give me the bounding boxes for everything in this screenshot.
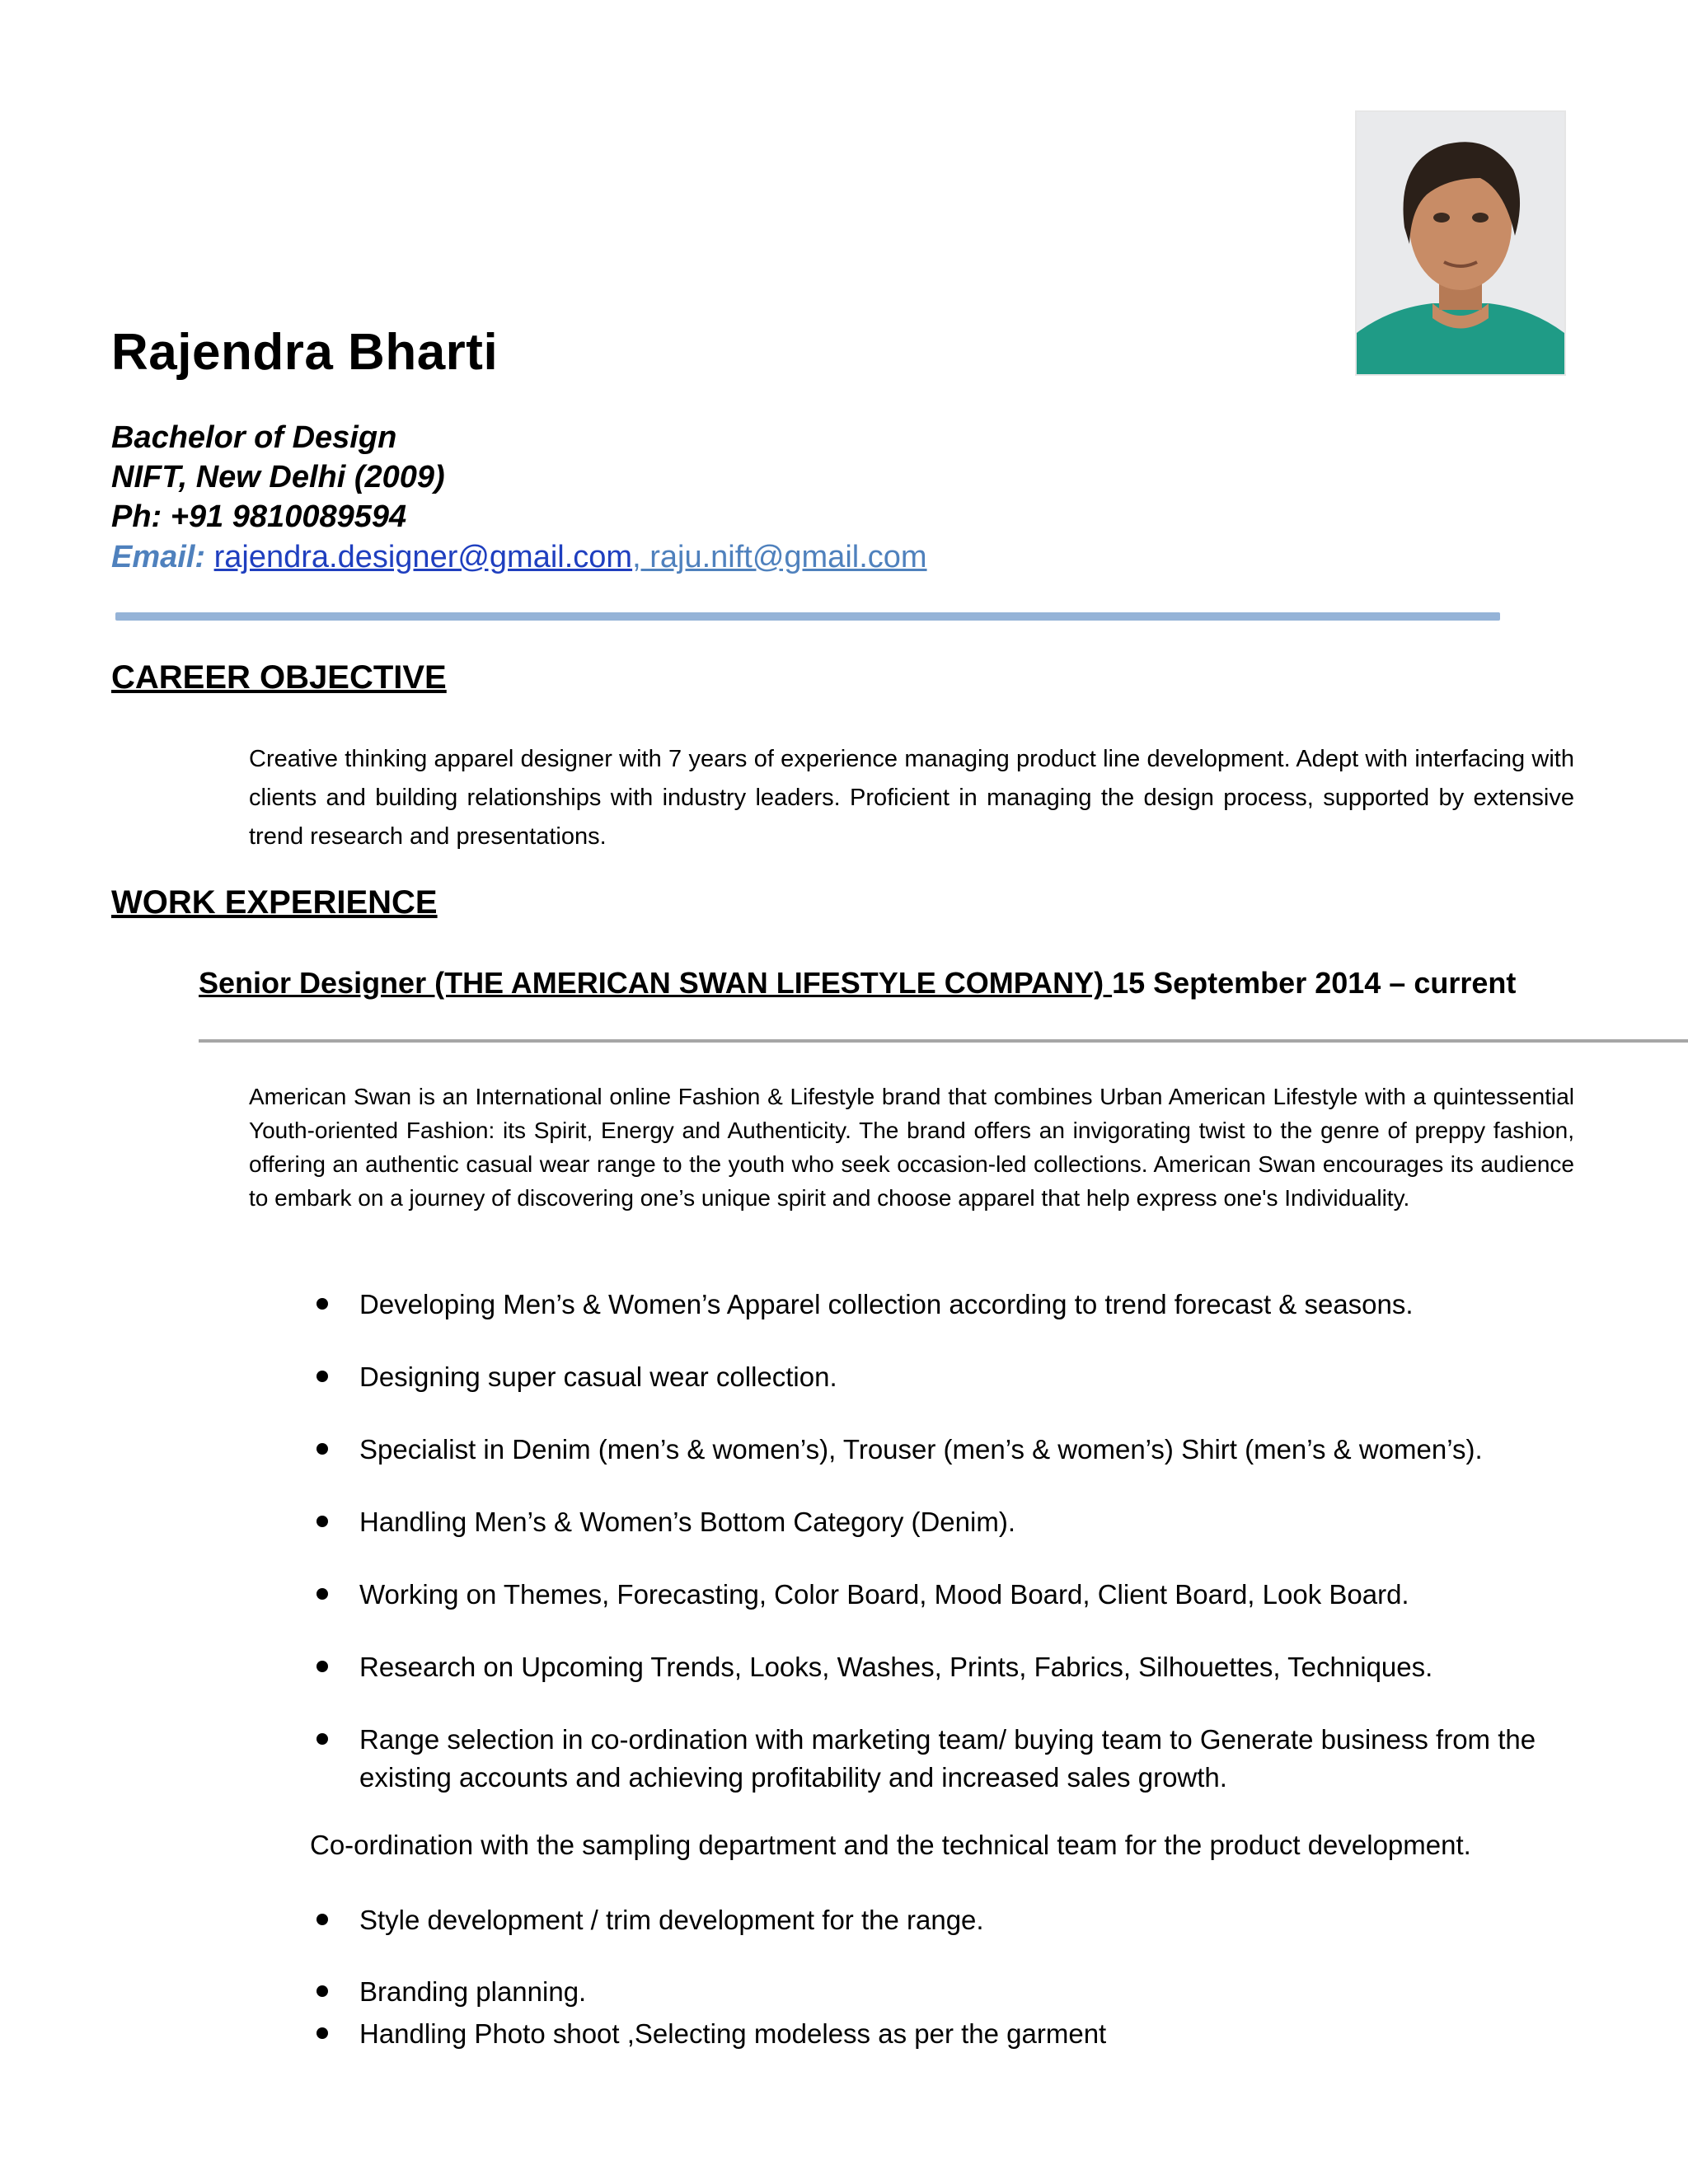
- email-primary-link[interactable]: rajendra.designer@gmail.com: [213, 540, 633, 574]
- career-objective-text: Creative thinking apparel designer with 7 years of experience managing product line development. Adept with interfacing with clients and building relationships with industry leaders. Proficient in managing the design process, supported by extensive trend research and presentations.: [249, 746, 1574, 850]
- bullet-icon: [316, 1661, 328, 1672]
- career-objective-heading: CAREER OBJECTIVE: [111, 659, 447, 696]
- institute: NIFT, New Delhi (2009): [111, 460, 445, 494]
- bullet-icon: [316, 1733, 328, 1745]
- job-description: American Swan is an International online Fashion & Lifestyle brand that combines Urban American Lifestyle with a quintessential Youth-oriented Fashion: its Spirit, Energy and Authenticity. The brand offers an invigorating twist to the genre of preppy fashion, offering an authentic casual wear range to the youth who seek occasion-led collections. American Swan encourages its audience to embark on a journey of discovering one’s unique spirit and choose apparel that help express one's Individuality.: [249, 1084, 1574, 1211]
- candidate-name: Rajendra Bharti: [111, 324, 499, 381]
- profile-photo: [1355, 110, 1566, 376]
- list-item: Research on Upcoming Trends, Looks, Washes, Prints, Fabrics, Silhouettes, Techniques.: [310, 1648, 1596, 1686]
- list-item: Range selection in co-ordination with marketing team/ buying team to Generate business from the existing accounts and achieving profitability and increased sales growth.: [310, 1721, 1596, 1797]
- phone: Ph: +91 9810089594: [111, 499, 407, 534]
- list-item: Style development / trim development for the range.: [310, 1901, 1596, 1939]
- list-item: Branding planning.: [310, 1973, 1596, 2011]
- list-item: Designing super casual wear collection.: [310, 1358, 1596, 1396]
- work-experience-heading: WORK EXPERIENCE: [111, 884, 438, 921]
- job-divider: [199, 1039, 1688, 1043]
- bullet-icon: [316, 1298, 328, 1310]
- bullet-icon: [316, 1588, 328, 1600]
- list-item: Working on Themes, Forecasting, Color Board, Mood Board, Client Board, Look Board.: [310, 1576, 1596, 1614]
- job-title-line: [199, 966, 1516, 1001]
- degree: Bachelor of Design: [111, 420, 397, 455]
- email-secondary-link[interactable]: , raju.nift@gmail.com: [632, 540, 927, 574]
- list-item: Handling Photo shoot ,Selecting modeless as per the garment: [310, 2015, 1596, 2053]
- bullet-icon: [316, 1443, 328, 1455]
- bullet-icon: [316, 2027, 328, 2039]
- portrait-image: [1357, 112, 1564, 374]
- job-title-underline-gap: [1104, 966, 1112, 1000]
- header-divider: [115, 612, 1500, 621]
- bullet-icon: [316, 1914, 328, 1925]
- list-item: Handling Men’s & Women’s Bottom Category (Denim).: [310, 1503, 1596, 1541]
- bullet-icon: [316, 1371, 328, 1382]
- bullet-icon: [316, 1985, 328, 1997]
- coordination-text: Co-ordination with the sampling department and the technical team for the product development.: [310, 1830, 1471, 1860]
- email-label: Email:: [111, 540, 206, 574]
- list-item: Developing Men’s & Women’s Apparel collection according to trend forecast & seasons.: [310, 1286, 1596, 1324]
- job-dates: 15 September 2014 – current: [1112, 966, 1517, 1000]
- list-item: Specialist in Denim (men’s & women’s), Trouser (men’s & women’s) Shirt (men’s & women’s).: [310, 1431, 1596, 1469]
- job-role-company: Senior Designer (THE AMERICAN SWAN LIFESTYLE COMPANY): [199, 966, 1104, 1000]
- bullet-icon: [316, 1516, 328, 1527]
- email-line: [111, 540, 927, 575]
